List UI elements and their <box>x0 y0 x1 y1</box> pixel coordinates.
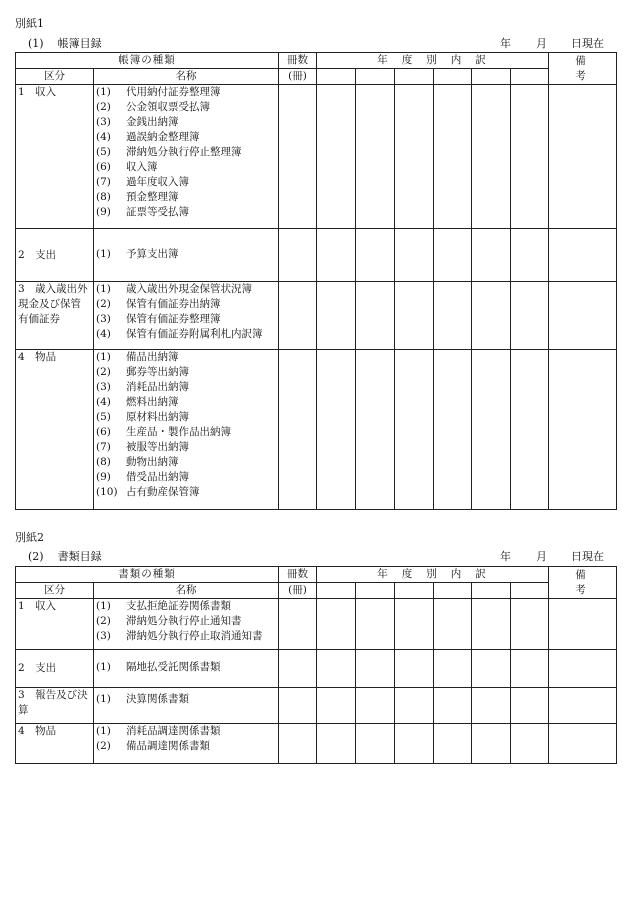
year-cell <box>511 85 549 229</box>
list-item <box>96 425 276 440</box>
year-cell <box>395 688 434 724</box>
list-item <box>96 380 276 395</box>
table2-row-reports <box>16 688 617 724</box>
year-cell <box>395 599 434 650</box>
table1-row-category: 1 収入 <box>16 85 94 229</box>
year-cell <box>317 688 356 724</box>
year-cell <box>472 599 511 650</box>
year-cell <box>317 599 356 650</box>
list-item <box>96 85 276 100</box>
item-name: 公金領収票受払簿 <box>126 101 210 113</box>
table2-header-year-cell <box>511 583 549 599</box>
appendix1-title: 帳簿目録 <box>57 37 102 50</box>
table2-row-category: 4 物品 <box>16 724 94 764</box>
item-number: (8) <box>96 191 111 203</box>
table1-header-row-1 <box>16 53 617 69</box>
item-number: (7) <box>96 176 111 188</box>
list-item <box>96 365 276 380</box>
table1-row-items <box>94 282 279 350</box>
table2-row-category: 2 支出 <box>16 650 94 688</box>
table1-row-category: 4 物品 <box>16 350 94 510</box>
item-name: 保管有価証券附属利札内訳簿 <box>126 328 263 340</box>
year-cell <box>511 229 549 282</box>
list-item <box>96 395 276 410</box>
item-name: 原材料出納簿 <box>126 411 189 423</box>
year-cell <box>472 350 511 510</box>
table2-header-row-2 <box>16 583 617 599</box>
year-cell <box>395 229 434 282</box>
table2-row-income <box>16 599 617 650</box>
volume-cell <box>279 85 317 229</box>
remarks-cell <box>549 688 617 724</box>
table2-header-year-cell <box>434 583 472 599</box>
appendix1-section-title <box>28 37 102 51</box>
item-number: (5) <box>96 146 111 158</box>
item-name: 金銭出納簿 <box>126 116 179 128</box>
year-cell <box>434 229 472 282</box>
year-cell <box>472 688 511 724</box>
year-cell <box>317 229 356 282</box>
volume-cell <box>279 599 317 650</box>
table2-header-year-cell <box>317 583 356 599</box>
item-number: (4) <box>96 328 111 340</box>
year-cell <box>317 282 356 350</box>
year-cell <box>434 650 472 688</box>
item-name: 動物出納簿 <box>126 456 179 468</box>
item-name: 燃料出納簿 <box>126 396 179 408</box>
year-cell <box>356 724 395 764</box>
year-cell <box>511 688 549 724</box>
list-item <box>96 455 276 470</box>
table1-header-year-cell <box>395 69 434 85</box>
list-item <box>96 350 276 365</box>
table1-row-category: 2 支出 <box>16 229 94 282</box>
item-name: 過誤納金整理簿 <box>126 131 200 143</box>
appendix2-date-month: 月 <box>536 550 547 563</box>
item-number: (10) <box>96 486 118 498</box>
item-name: 借受品出納簿 <box>126 471 189 483</box>
item-number: (1) <box>96 283 111 295</box>
list-item <box>96 692 276 707</box>
list-item <box>96 145 276 160</box>
item-number: (3) <box>96 116 111 128</box>
remarks-cell <box>549 85 617 229</box>
item-name: 決算関係書類 <box>126 693 189 705</box>
year-cell <box>511 282 549 350</box>
table2-header-volumes-unit: (冊) <box>279 583 317 599</box>
year-cell <box>434 85 472 229</box>
appendix2-label: 別紙2 <box>15 531 44 544</box>
list-item <box>96 629 276 644</box>
item-number: (3) <box>96 381 111 393</box>
item-number: (2) <box>96 740 111 752</box>
item-number: (4) <box>96 396 111 408</box>
volume-cell <box>279 688 317 724</box>
item-number: (2) <box>96 101 111 113</box>
item-name: 預金整理簿 <box>126 191 179 203</box>
year-cell <box>356 229 395 282</box>
table1-header-year-cell <box>472 69 511 85</box>
list-item <box>96 614 276 629</box>
list-item <box>96 485 276 500</box>
list-item <box>96 130 276 145</box>
item-name: 備品調達関係書類 <box>126 740 210 752</box>
year-cell <box>356 650 395 688</box>
table2-row-items <box>94 724 279 764</box>
year-cell <box>356 350 395 510</box>
list-item <box>96 175 276 190</box>
table2-header-kind: 書類の種類 <box>16 567 279 583</box>
table2-row-items <box>94 688 279 724</box>
list-item <box>96 739 276 754</box>
item-name: 滞納処分執行停止取消通知書 <box>126 630 263 642</box>
table1-row-income <box>16 85 617 229</box>
remarks-cell <box>549 599 617 650</box>
volume-cell <box>279 229 317 282</box>
table2-row-items <box>94 650 279 688</box>
list-item <box>96 599 276 614</box>
item-name: 代用納付証券整理簿 <box>126 86 221 98</box>
list-item <box>96 160 276 175</box>
document-register-table <box>15 566 617 764</box>
volume-cell <box>279 724 317 764</box>
year-cell <box>395 85 434 229</box>
table2-header-name: 名称 <box>94 583 279 599</box>
year-cell <box>395 650 434 688</box>
table1-header-year-cell <box>511 69 549 85</box>
table1-header-name: 名称 <box>94 69 279 85</box>
table2-header-year-cell <box>472 583 511 599</box>
item-number: (3) <box>96 630 111 642</box>
item-name: 保管有価証券整理簿 <box>126 313 221 325</box>
list-item <box>96 724 276 739</box>
list-item <box>96 312 276 327</box>
year-cell <box>472 85 511 229</box>
table1-row-goods <box>16 350 617 510</box>
year-cell <box>356 599 395 650</box>
year-cell <box>472 229 511 282</box>
appendix2-section-title <box>28 550 102 564</box>
table2-header-year-cell <box>395 583 434 599</box>
year-cell <box>511 350 549 510</box>
year-cell <box>356 282 395 350</box>
appendix2-date-day: 日現在 <box>571 550 604 563</box>
table2-row-category: 3 報告及び決算 <box>16 688 94 724</box>
table1-header-year-cell <box>317 69 356 85</box>
item-number: (9) <box>96 471 111 483</box>
appendix2-date-year: 年 <box>500 550 511 563</box>
year-cell <box>395 282 434 350</box>
item-name: 保管有価証券出納簿 <box>126 298 221 310</box>
table1-header-category: 区分 <box>16 69 94 85</box>
item-name: 占有動産保管簿 <box>126 486 200 498</box>
list-item <box>96 440 276 455</box>
item-name: 過年度収入簿 <box>126 176 189 188</box>
year-cell <box>317 724 356 764</box>
item-name: 消耗品調達関係書類 <box>126 725 221 737</box>
year-cell <box>317 350 356 510</box>
item-name: 郵券等出納簿 <box>126 366 189 378</box>
table2-row-goods <box>16 724 617 764</box>
item-name: 備品出納簿 <box>126 351 179 363</box>
item-name: 滞納処分執行停止通知書 <box>126 615 242 627</box>
item-number: (1) <box>96 661 111 673</box>
list-item <box>96 327 276 342</box>
item-number: (1) <box>96 725 111 737</box>
table1-row-items <box>94 229 279 282</box>
table2-header-breakdown: 年度別内訳 <box>317 567 549 583</box>
list-item <box>96 470 276 485</box>
item-number: (2) <box>96 366 111 378</box>
table2-header-row-1 <box>16 567 617 583</box>
item-number: (9) <box>96 206 111 218</box>
year-cell <box>434 724 472 764</box>
table2-row-category: 1 収入 <box>16 599 94 650</box>
year-cell <box>434 350 472 510</box>
appendix1-date-month: 月 <box>536 37 547 50</box>
item-number: (1) <box>96 86 111 98</box>
table1-row-category: 3 歳入歳出外現金及び保管有価証券 <box>16 282 94 350</box>
item-number: (1) <box>96 693 111 705</box>
table1-row-items <box>94 85 279 229</box>
item-name: 滞納処分執行停止整理簿 <box>126 146 242 158</box>
table2-header-category: 区分 <box>16 583 94 599</box>
item-name: 証票等受払簿 <box>126 206 189 218</box>
list-item <box>96 190 276 205</box>
volume-cell <box>279 350 317 510</box>
item-name: 支払拒絶証券関係書類 <box>126 600 231 612</box>
item-number: (1) <box>96 600 111 612</box>
item-name: 歳入歳出外現金保管状況簿 <box>126 283 252 295</box>
item-number: (4) <box>96 131 111 143</box>
item-number: (6) <box>96 426 111 438</box>
volume-cell <box>279 650 317 688</box>
list-item <box>96 100 276 115</box>
year-cell <box>434 599 472 650</box>
remarks-cell <box>549 350 617 510</box>
table1-header-year-cell <box>356 69 395 85</box>
table1-header-volumes-unit: (冊) <box>279 69 317 85</box>
table2-row-expenditure <box>16 650 617 688</box>
item-number: (8) <box>96 456 111 468</box>
volume-cell <box>279 282 317 350</box>
item-name: 予算支出簿 <box>126 248 179 260</box>
item-name: 隔地払受託関係書類 <box>126 661 221 673</box>
remarks-cell <box>549 650 617 688</box>
table1-row-outside-cash <box>16 282 617 350</box>
year-cell <box>511 650 549 688</box>
item-number: (1) <box>96 351 111 363</box>
list-item <box>96 410 276 425</box>
table1-header-kind: 帳簿の種類 <box>16 53 279 69</box>
table2-row-items <box>94 599 279 650</box>
item-name: 消耗品出納簿 <box>126 381 189 393</box>
list-item <box>96 297 276 312</box>
item-number: (1) <box>96 248 111 260</box>
table2-header-volumes: 冊数 <box>279 567 317 583</box>
year-cell <box>472 724 511 764</box>
year-cell <box>472 282 511 350</box>
year-cell <box>356 688 395 724</box>
list-item <box>96 282 276 297</box>
table1-header-row-2 <box>16 69 617 85</box>
item-number: (2) <box>96 615 111 627</box>
year-cell <box>434 688 472 724</box>
appendix2-title: 書類目録 <box>57 550 102 563</box>
remarks-cell <box>549 229 617 282</box>
list-item <box>96 115 276 130</box>
item-number: (7) <box>96 441 111 453</box>
item-name: 被服等出納簿 <box>126 441 189 453</box>
table1-header-remarks: 備考 <box>549 53 617 85</box>
year-cell <box>511 599 549 650</box>
appendix1-label: 別紙1 <box>15 17 44 30</box>
appendix2-title-num: (2) <box>28 550 44 563</box>
table1-header-year-cell <box>434 69 472 85</box>
list-item <box>96 205 276 220</box>
appendix1-date-year: 年 <box>500 37 511 50</box>
ledger-register-table <box>15 52 617 510</box>
item-number: (6) <box>96 161 111 173</box>
year-cell <box>356 85 395 229</box>
appendix1-title-num: (1) <box>28 37 44 50</box>
table1-row-items <box>94 350 279 510</box>
appendix1-date-day: 日現在 <box>571 37 604 50</box>
year-cell <box>395 724 434 764</box>
item-number: (2) <box>96 298 111 310</box>
item-name: 生産品・製作品出納簿 <box>126 426 231 438</box>
item-name: 収入簿 <box>126 161 158 173</box>
remarks-cell <box>549 724 617 764</box>
year-cell <box>395 350 434 510</box>
list-item <box>96 660 276 675</box>
table2-header-remarks: 備考 <box>549 567 617 599</box>
year-cell <box>317 650 356 688</box>
table1-header-breakdown: 年度別内訳 <box>317 53 549 69</box>
item-number: (5) <box>96 411 111 423</box>
remarks-cell <box>549 282 617 350</box>
item-number: (3) <box>96 313 111 325</box>
year-cell <box>434 282 472 350</box>
table1-header-volumes: 冊数 <box>279 53 317 69</box>
table1-row-expenditure <box>16 229 617 282</box>
table2-header-year-cell <box>356 583 395 599</box>
list-item <box>96 247 276 262</box>
year-cell <box>511 724 549 764</box>
year-cell <box>317 85 356 229</box>
year-cell <box>472 650 511 688</box>
